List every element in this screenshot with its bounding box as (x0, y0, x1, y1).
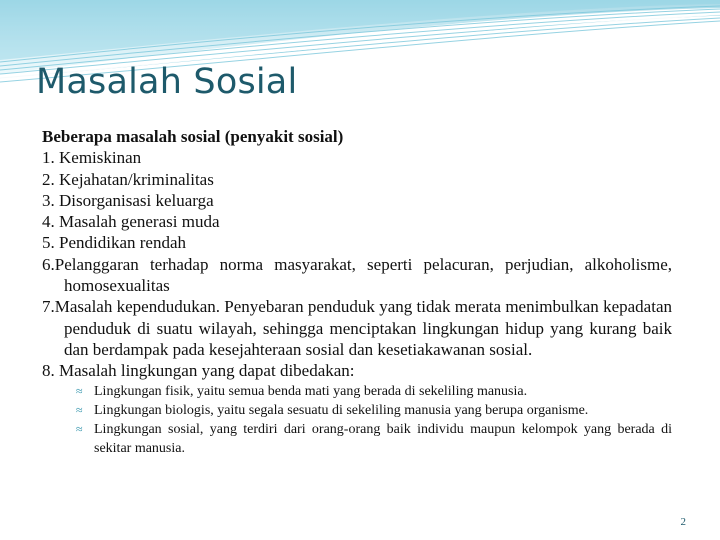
sub-list-item (76, 420, 672, 458)
intro-text: Beberapa masalah sosial (penyakit sosial) (42, 127, 344, 146)
sub-item-text: Lingkungan fisik, yaitu semua benda mati yang berada di sekeliling manusia. (94, 383, 528, 399)
list-item: 3. Disorganisasi keluarga (42, 190, 214, 210)
sub-list-item (76, 382, 672, 401)
page-number: 2 (680, 516, 686, 528)
list-item: 8. Masalah lingkungan yang dapat dibedakan: (42, 361, 355, 381)
list-item: 2. Kejahatan/kriminalitas (42, 169, 214, 189)
list-item: 7.Masalah kependudukan. Penyebaran penduduk yang tidak merata menimbulkan kepadatan penduduk di suatu wilayah, sehingga menciptakan lingkungan hidup yang kurang baik dan berdampak pada kesejahteraan sosial dan kesetiakawanan sosial. (42, 297, 672, 359)
list-item: 5. Pendidikan rendah (42, 233, 186, 253)
list-item: 4. Masalah generasi muda (42, 212, 220, 232)
sub-list (42, 382, 672, 458)
wave-bullet-icon: ≈ (76, 402, 83, 417)
sub-list-item (76, 401, 672, 420)
sub-item-text: Lingkungan sosial, yang terdiri dari orang-orang baik individu maupun kelompok yang berada di sekitar manusia. (94, 421, 672, 456)
list-item: 6.Pelanggaran terhadap norma masyarakat, seperti pelacuran, perjudian, alkoholisme, homosexualitas (42, 254, 672, 296)
sub-item-text: Lingkungan biologis, yaitu segala sesuatu di sekeliling manusia yang berupa organisme. (94, 402, 589, 418)
slide-body (42, 126, 672, 458)
wave-bullet-icon: ≈ (76, 383, 83, 398)
slide-title: Masalah Sosial (36, 62, 298, 102)
list-item: 1. Kemiskinan (42, 148, 142, 168)
wave-bullet-icon: ≈ (76, 421, 83, 436)
